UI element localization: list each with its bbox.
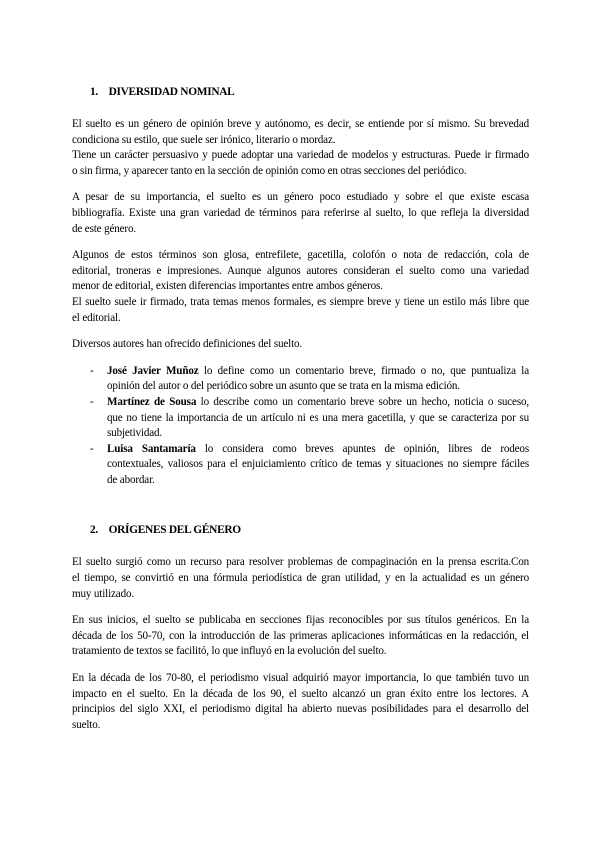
text-line: El suelto surgió como un recurso para resolver problemas de compaginación en la prensa escrita.Con bbox=[72, 556, 529, 569]
authors-list bbox=[90, 364, 529, 489]
text-line: el editorial. bbox=[72, 311, 121, 324]
section-1-paragraph-2 bbox=[72, 190, 529, 237]
section-spacer bbox=[72, 504, 529, 524]
text-line: suelto. bbox=[72, 718, 101, 731]
text-line: de abordar. bbox=[107, 473, 155, 486]
text-line: Algunos de estos términos son glosa, entrefilete, gacetilla, colofón o nota de redacción, cola de bbox=[72, 249, 529, 262]
text-line: menor de editorial, existen diferencias importantes entre ambos géneros. bbox=[72, 280, 383, 293]
text-line: principios del siglo XXI, el periodismo digital ha abierto nuevas posibilidades para el desarrollo del bbox=[72, 703, 529, 716]
section-1-heading bbox=[90, 86, 529, 98]
author-name: Luisa Santamaría bbox=[107, 442, 196, 455]
list-dash: - bbox=[90, 395, 94, 408]
text-line: de este género. bbox=[72, 222, 136, 235]
text-line: contextuales, valiosos para el enjuiciamiento crítico de temas y situaciones no siempre fáciles bbox=[107, 458, 529, 471]
text-line bbox=[107, 442, 529, 458]
author-name: José Javier Muñoz bbox=[107, 364, 199, 377]
text-line bbox=[107, 395, 529, 411]
author-name: Martínez de Sousa bbox=[107, 395, 197, 408]
text-line: el tiempo, se convirtió en una fórmula periodística de gran utilidad, y en la actualidad es un género bbox=[72, 572, 529, 585]
author-text: lo define como un comentario breve, firmado o no, que puntualiza la bbox=[198, 364, 529, 377]
text-line: editorial, troneras e impresiones. Aunque algunos autores consideran el suelto como una variedad bbox=[72, 264, 529, 277]
text-line: El suelto es un género de opinión breve y autónomo, es decir, se entiende por sí mismo. Su brevedad bbox=[72, 118, 529, 130]
text-line: o sin firma, y aparecer tanto en la sección de opinión como en otras secciones del periódico. bbox=[72, 164, 467, 177]
text-line: muy utilizado. bbox=[72, 587, 134, 600]
text-line: En la década de los 70-80, el periodismo visual adquirió mayor importancia, lo que también tuvo un bbox=[72, 672, 529, 685]
section-2-heading bbox=[90, 524, 529, 536]
section-2-paragraph-1 bbox=[72, 555, 529, 602]
list-dash: - bbox=[90, 364, 94, 377]
text-line: En sus inicios, el suelto se publicaba en secciones fijas reconocibles por sus títulos genéricos. En la bbox=[72, 614, 529, 627]
text-line: El suelto suele ir firmado, trata temas menos formales, es siempre breve y tiene un estilo más libre que bbox=[72, 295, 529, 308]
text-line: Diversos autores han ofrecido definiciones del suelto. bbox=[72, 338, 303, 351]
text-line: Tiene un carácter persuasivo y puede adoptar una variedad de modelos y estructuras. Puede ir firmado bbox=[72, 149, 529, 162]
list-dash: - bbox=[90, 442, 94, 455]
section-2-number: 2. bbox=[90, 524, 98, 537]
author-text: lo describe como un comentario breve sobre un hecho, noticia o suceso, bbox=[196, 395, 530, 408]
text-line: bibliografía. Existe una gran variedad de términos para referirse al suelto, lo que refleja la diversidad bbox=[72, 206, 529, 219]
section-1-paragraph-4 bbox=[72, 337, 529, 353]
author-text: lo considera como breves apuntes de opinión, libres de rodeos bbox=[195, 442, 529, 455]
text-line: década de los 50-70, con la introducción de las primeras aplicaciones informáticas en la redacción, el bbox=[72, 629, 529, 642]
section-2-paragraph-2 bbox=[72, 613, 529, 660]
section-1-number: 1. bbox=[90, 86, 98, 98]
text-line: subjetividad. bbox=[107, 427, 163, 440]
section-2-title: ORÍGENES DEL GÉNERO bbox=[108, 524, 241, 537]
text-line: impacto en el suelto. En la década de los 90, el suelto alcanzó un gran éxito entre los lectores. A bbox=[72, 687, 529, 700]
text-line: condiciona su estilo, que suele ser irónico, literario o mordaz. bbox=[72, 133, 336, 146]
section-1-paragraph-1 bbox=[72, 117, 529, 179]
text-line: opinión del autor o del periódico sobre un asunto que se trata en la misma edición. bbox=[107, 380, 460, 393]
list-item bbox=[90, 395, 529, 442]
section-1-title: DIVERSIDAD NOMINAL bbox=[108, 86, 235, 98]
section-2-paragraph-3 bbox=[72, 671, 529, 733]
list-item bbox=[90, 364, 529, 395]
text-line bbox=[107, 364, 529, 380]
text-line: A pesar de su importancia, el suelto es un género poco estudiado y sobre el que existe escasa bbox=[72, 191, 529, 204]
section-1-paragraph-3 bbox=[72, 248, 529, 326]
text-line: tratamiento de textos se facilitó, lo que influyó en la evolución del suelto. bbox=[72, 645, 387, 658]
text-line: que no tiene la importancia de un artículo ni es una mera gacetilla, y que se caracteriza por su bbox=[107, 411, 529, 424]
list-item bbox=[90, 442, 529, 489]
